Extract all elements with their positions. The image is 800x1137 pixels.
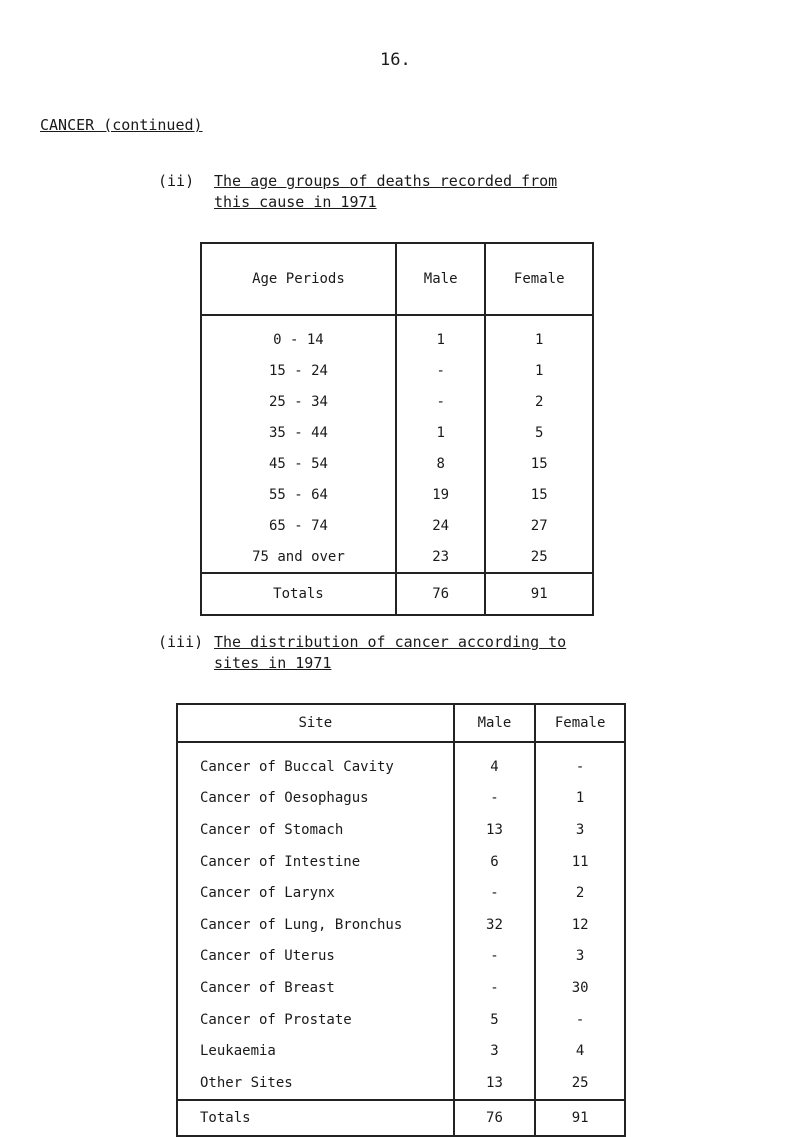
table-row [177, 742, 625, 783]
totals-label: Totals [201, 573, 396, 615]
cell-period: 55 - 64 [268, 486, 328, 503]
cell-period: 75 and over [252, 548, 345, 565]
cell-male: 19 [396, 479, 486, 510]
table-header-row [177, 704, 625, 742]
column-header: Age Periods [201, 243, 396, 315]
section-iii-title-line2: sites in 1971 [214, 654, 332, 672]
cell-site: Cancer of Uterus [200, 948, 335, 965]
cell-female: 11 [535, 846, 625, 878]
cell-male: 3 [454, 1035, 536, 1067]
section-ii-title [158, 171, 698, 215]
cell-female: 12 [535, 909, 625, 941]
column-header: Male [396, 243, 486, 315]
cell-period: 45 - 54 [268, 455, 328, 472]
cell-period: 15 - 24 [268, 362, 328, 379]
table-header-row [201, 243, 593, 315]
cell-period: 0 - 14 [273, 331, 324, 348]
table-row [201, 355, 593, 386]
table-row [177, 1035, 625, 1067]
table-row [201, 479, 593, 510]
cell-male: - [396, 386, 486, 417]
cell-male: 5 [454, 1004, 536, 1036]
section-ii-title-line1: The age groups of deaths recorded from [214, 172, 558, 190]
table-row [201, 386, 593, 417]
cell-male: 24 [396, 510, 486, 541]
cell-female: 1 [485, 355, 593, 386]
cell-female: 1 [535, 783, 625, 815]
cell-female: 30 [535, 972, 625, 1004]
cell-site: Cancer of Stomach [200, 821, 344, 838]
cell-male: 1 [396, 315, 486, 355]
table-row [177, 846, 625, 878]
column-header: Male [454, 704, 536, 742]
cell-female: 15 [485, 448, 593, 479]
cell-site: Cancer of Breast [200, 979, 335, 996]
column-header: Female [535, 704, 625, 742]
table-row [177, 1067, 625, 1100]
section-iii-title-text [214, 632, 694, 674]
column-header: Site [177, 704, 454, 742]
cell-female: 3 [535, 814, 625, 846]
cell-male: - [454, 877, 536, 909]
cell-female: 25 [485, 541, 593, 573]
section-ii-title-line2: this cause in 1971 [214, 193, 377, 211]
cell-site: Cancer of Intestine [200, 853, 361, 870]
cell-male: - [454, 941, 536, 973]
table-row [201, 315, 593, 355]
cancer-sites-table [176, 703, 626, 1137]
cell-male: 13 [454, 814, 536, 846]
cell-female: - [535, 1004, 625, 1036]
table-row [177, 783, 625, 815]
table-row [201, 510, 593, 541]
cell-female: 15 [485, 479, 593, 510]
cell-male: 1 [396, 417, 486, 448]
totals-row [177, 1100, 625, 1136]
section-iii-label: (iii) [158, 633, 204, 651]
section-ii-label: (ii) [158, 172, 195, 190]
table-row [177, 909, 625, 941]
cell-site: Leukaemia [200, 1043, 276, 1060]
table-row [177, 1004, 625, 1036]
totals-label: Totals [177, 1100, 454, 1136]
cell-male: - [454, 783, 536, 815]
cell-female: 3 [535, 941, 625, 973]
cell-site: Other Sites [200, 1074, 293, 1091]
totals-female: 91 [485, 573, 593, 615]
cell-male: - [396, 355, 486, 386]
cell-female: 2 [485, 386, 593, 417]
table-row [177, 941, 625, 973]
section-iii-title [158, 632, 718, 676]
cell-male: 32 [454, 909, 536, 941]
section-iii-title-line1: The distribution of cancer according to [214, 633, 567, 651]
page-number: 16. [380, 50, 411, 70]
cell-site: Cancer of Oesophagus [200, 790, 369, 807]
cell-female: 25 [535, 1067, 625, 1100]
table-row [201, 417, 593, 448]
totals-female: 91 [535, 1100, 625, 1136]
totals-row [201, 573, 593, 615]
cell-male: 13 [454, 1067, 536, 1100]
cell-female: 2 [535, 877, 625, 909]
table-row [177, 814, 625, 846]
cell-female: 4 [535, 1035, 625, 1067]
totals-male: 76 [396, 573, 486, 615]
cell-period: 25 - 34 [268, 393, 328, 410]
cell-female: 5 [485, 417, 593, 448]
cell-site: Cancer of Larynx [200, 885, 335, 902]
cell-male: 23 [396, 541, 486, 573]
column-header: Female [485, 243, 593, 315]
cell-female: 1 [485, 315, 593, 355]
cell-female: - [535, 742, 625, 783]
cell-male: 6 [454, 846, 536, 878]
cell-period: 65 - 74 [268, 517, 328, 534]
cell-site: Cancer of Buccal Cavity [200, 758, 394, 775]
table-row [201, 448, 593, 479]
table-row [177, 972, 625, 1004]
cell-period: 35 - 44 [268, 424, 328, 441]
cell-male: 8 [396, 448, 486, 479]
cell-male: - [454, 972, 536, 1004]
cell-site: Cancer of Prostate [200, 1011, 352, 1028]
cell-female: 27 [485, 510, 593, 541]
cell-site: Cancer of Lung, Bronchus [200, 916, 403, 933]
table-row [201, 541, 593, 573]
section-ii-title-text [214, 171, 694, 213]
age-groups-table [200, 242, 594, 616]
totals-male: 76 [454, 1100, 536, 1136]
table-row [177, 877, 625, 909]
page-heading: CANCER (continued) [40, 116, 203, 134]
cell-male: 4 [454, 742, 536, 783]
